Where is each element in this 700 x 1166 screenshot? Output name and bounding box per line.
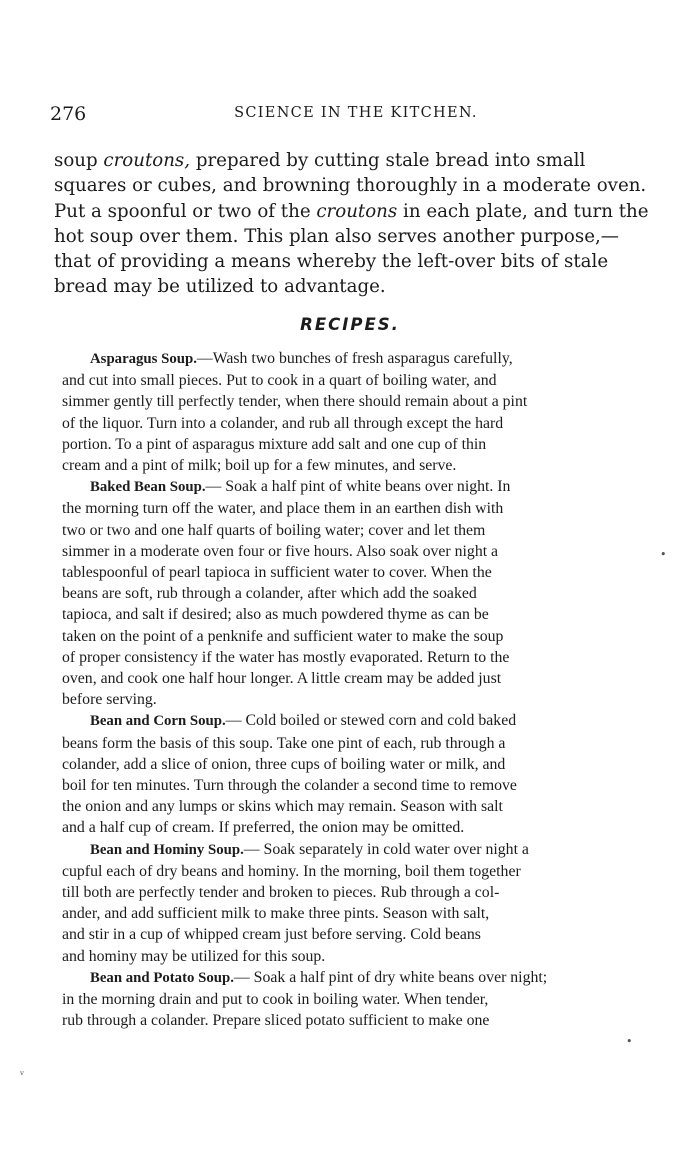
recipe-line [62, 775, 642, 796]
recipe-line [62, 817, 642, 838]
recipe-entry [62, 967, 642, 1032]
recipe-line [62, 967, 642, 989]
recipe-text: before serving. [62, 691, 157, 709]
recipe-line [62, 924, 642, 945]
recipes-list [62, 348, 642, 1032]
recipe-line [62, 541, 642, 562]
recipe-text: the onion and any lumps or skins which may remain. Season with salt [62, 798, 503, 816]
recipe-line [62, 626, 642, 647]
recipe-text: and a half cup of cream. If preferred, the onion may be omitted. [62, 819, 465, 837]
recipe-line [62, 647, 642, 668]
recipe-text: in the morning drain and put to cook in boiling water. When tender, [62, 991, 489, 1009]
recipe-text: tablespoonful of pearl tapioca in sufficient water to cover. When the [62, 564, 492, 582]
margin-mark: • [626, 1035, 633, 1048]
recipe-line [62, 903, 642, 924]
recipe-line [62, 689, 642, 710]
recipe-title: Bean and Potato Soup. [90, 969, 234, 986]
em-dash: — [205, 478, 226, 496]
italic-term: croutons [316, 200, 398, 222]
margin-mark: • [660, 548, 667, 561]
intro-paragraph [54, 148, 649, 300]
text-run: that of providing a means whereby the left-over bits of stale [54, 251, 609, 273]
recipe-line [62, 434, 642, 455]
recipe-text: taken on the point of a penknife and sufficient water to make the soup [62, 627, 504, 645]
recipe-text: beans form the basis of this soup. Take one pint of each, rub through a [62, 734, 506, 752]
recipe-title: Baked Bean Soup. [90, 479, 206, 496]
em-dash: — [196, 350, 213, 367]
recipe-text: cupful each of dry beans and hominy. In the morning, boil them together [62, 862, 521, 880]
recipe-title: Asparagus Soup. [90, 351, 197, 367]
page-number: 276 [50, 103, 87, 125]
recipe-entry [62, 476, 642, 710]
recipe-text: boil for ten minutes. Turn through the colander a second time to remove [62, 777, 517, 795]
intro-line [54, 199, 649, 224]
recipe-text: oven, and cook one half hour longer. A little cream may be added just [62, 670, 502, 688]
recipe-line [62, 668, 642, 689]
recipe-text: tapioca, and salt if desired; also as much powdered thyme as can be [62, 606, 489, 624]
margin-mark: ᵥ [20, 1065, 25, 1078]
text-run: hot soup over them. This plan also serves another purpose,— [54, 225, 619, 247]
recipe-text: simmer in a moderate oven four or five hours. Also soak over night a [62, 542, 499, 560]
recipe-text: colander, add a slice of onion, three cups of boiling water or milk, and [62, 755, 506, 773]
recipe-title: Bean and Hominy Soup. [90, 841, 244, 858]
recipe-line [62, 413, 642, 434]
recipe-text: beans are soft, rub through a colander, after which add the soaked [62, 585, 477, 603]
intro-line [54, 224, 629, 249]
recipe-line [62, 946, 642, 967]
text-run: squares or cubes, and browning thoroughly in a moderate oven. [54, 175, 647, 197]
recipe-text: portion. To a pint of asparagus mixture add salt and one cup of thin [62, 435, 487, 453]
recipe-line [62, 498, 642, 519]
recipe-line [62, 520, 642, 541]
recipe-text: and cut into small pieces. Put to cook in a quart of boiling water, and [62, 372, 497, 390]
recipe-text: Soak a half pint of dry white beans over night; [253, 968, 548, 986]
recipe-line [62, 562, 642, 583]
recipe-line [62, 476, 642, 498]
recipe-text: ander, and add sufficient milk to make three pints. Season with salt, [62, 905, 490, 923]
recipe-text: rub through a colander. Prepare sliced potato sufficient to make one [62, 1012, 490, 1030]
recipe-line [62, 839, 642, 861]
recipe-text: of the liquor. Turn into a colander, and rub all through except the hard [62, 414, 504, 432]
recipes-heading: RECIPES. [300, 315, 400, 334]
italic-term: croutons, [103, 150, 191, 171]
intro-line [54, 173, 647, 198]
recipe-text: till both are perfectly tender and broken to pieces. Rub through a col- [62, 884, 500, 902]
text-run: prepared by cutting stale bread into small [190, 150, 586, 171]
recipe-text: of proper consistency if the water has mostly evaporated. Return to the [62, 648, 510, 666]
em-dash: — [243, 840, 264, 858]
recipe-line [62, 348, 642, 370]
recipe-line [62, 882, 642, 903]
recipe-line [62, 733, 642, 754]
em-dash: — [233, 968, 254, 986]
recipe-text: Soak separately in cold water over night a [263, 840, 529, 858]
em-dash: — [225, 712, 246, 730]
recipe-text: Cold boiled or stewed corn and cold baked [245, 712, 517, 730]
recipe-title: Bean and Corn Soup. [90, 713, 226, 730]
recipe-line [62, 583, 642, 604]
recipe-line [62, 1010, 642, 1031]
recipe-line [62, 604, 642, 625]
text-run: soup [54, 150, 104, 171]
recipe-line [62, 455, 642, 476]
recipe-line [62, 370, 642, 391]
recipe-text: Wash two bunches of fresh asparagus carefully, [212, 350, 513, 367]
running-head: SCIENCE IN THE KITCHEN. [234, 105, 478, 121]
recipe-line [62, 796, 642, 817]
recipe-entry [62, 839, 642, 967]
recipe-entry [62, 710, 642, 838]
recipe-text: Soak a half pint of white beans over night. In [225, 478, 511, 496]
recipe-text: simmer gently till perfectly tender, when there should remain about a pint [62, 393, 528, 411]
recipe-text: and hominy may be utilized for this soup. [62, 947, 326, 965]
recipe-line [62, 989, 642, 1010]
recipe-text: two or two and one half quarts of boiling water; cover and let them [62, 521, 486, 539]
recipe-line [62, 710, 642, 732]
intro-line [54, 249, 629, 274]
text-run: Put a spoonful or two of the [54, 200, 317, 222]
recipe-text: cream and a pint of milk; boil up for a few minutes, and serve. [62, 457, 457, 475]
recipe-line [62, 391, 642, 412]
text-run: in each plate, and turn the [397, 200, 649, 222]
intro-line [54, 274, 629, 299]
recipe-text: and stir in a cup of whipped cream just before serving. Cold beans [62, 926, 481, 944]
recipe-entry [62, 348, 642, 476]
recipe-line [62, 861, 642, 882]
page-header [50, 103, 662, 127]
intro-line [54, 148, 629, 173]
recipe-line [62, 754, 642, 775]
recipe-text: the morning turn off the water, and place them in an earthen dish with [62, 500, 504, 518]
text-run: bread may be utilized to advantage. [54, 276, 386, 298]
